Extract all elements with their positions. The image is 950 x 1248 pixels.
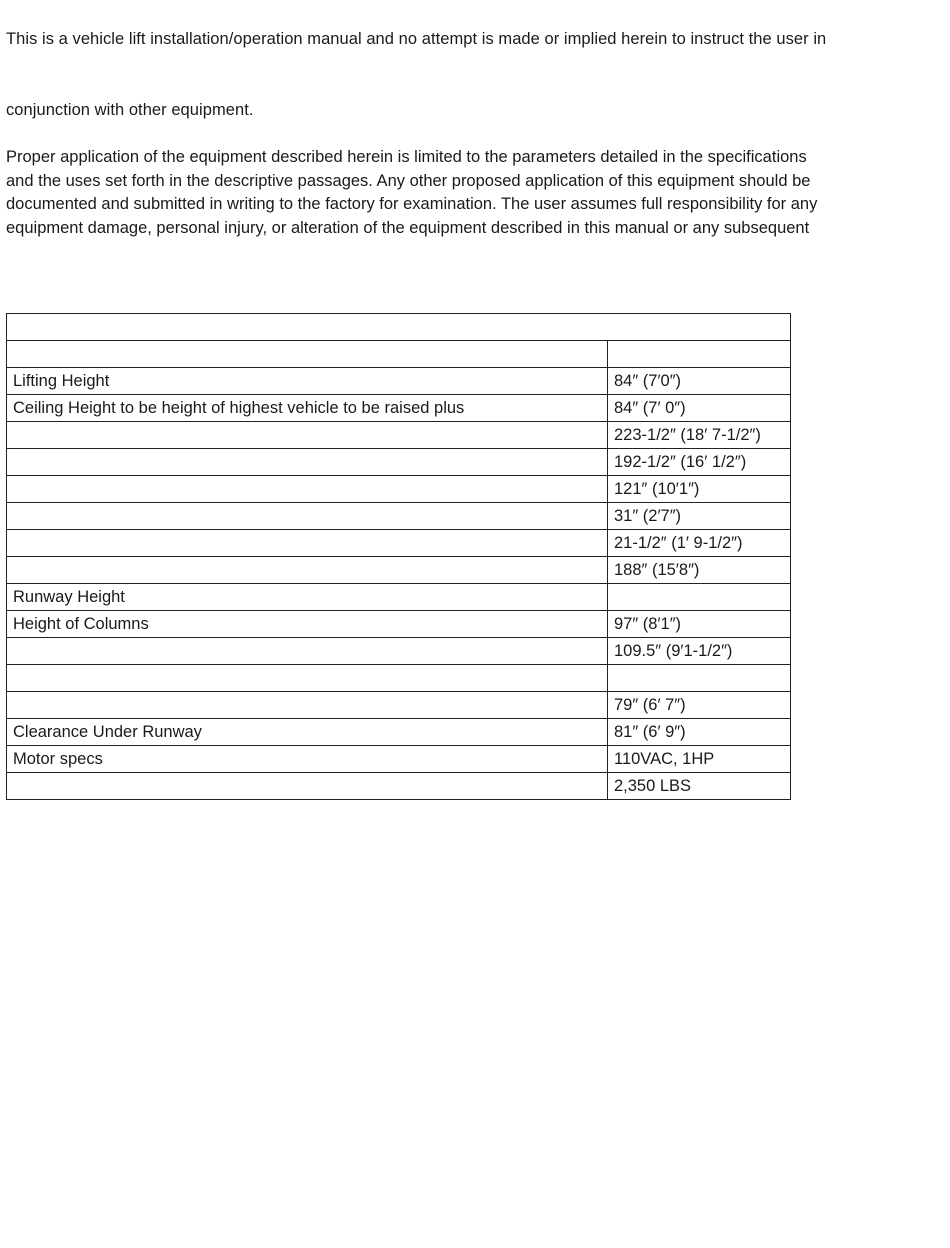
- spec-value: 31″ (2′7″): [608, 503, 791, 530]
- application-line: equipment damage, personal injury, or alteration of the equipment described in this manual or any subsequent: [6, 218, 810, 237]
- table-row: [7, 638, 791, 665]
- spec-value: 192-1/2″ (16′ 1/2″): [608, 449, 791, 476]
- application-line: Proper application of the equipment described herein is limited to the parameters detailed in the specifications: [6, 148, 807, 166]
- table-subheader-value: [608, 341, 791, 368]
- spec-value: 223-1/2″ (18′ 7-1/2″): [608, 422, 791, 449]
- spec-label: [7, 557, 608, 584]
- table-subheader-label: [7, 341, 608, 368]
- table-row: [7, 692, 791, 719]
- spec-value: 84″ (7′ 0″): [608, 395, 791, 422]
- spec-label: [7, 665, 608, 692]
- spec-label: Height of Columns: [7, 611, 608, 638]
- table-row: [7, 368, 791, 395]
- spec-label: [7, 449, 608, 476]
- application-line: documented and submitted in writing to the factory for examination. The user assumes full responsibility for any: [6, 195, 818, 213]
- spec-value: 188″ (15′8″): [608, 557, 791, 584]
- application-line: and the uses set forth in the descriptive passages. Any other proposed application of this equipment should be: [6, 171, 811, 190]
- spec-value: 110VAC, 1HP: [608, 746, 791, 773]
- spec-label: [7, 692, 608, 719]
- table-row: [7, 557, 791, 584]
- spec-value: 2,350 LBS: [608, 773, 791, 800]
- table-row: [7, 773, 791, 800]
- spec-value: [608, 665, 791, 692]
- spec-label: [7, 476, 608, 503]
- spec-label: [7, 530, 608, 557]
- table-row: [7, 746, 791, 773]
- table-row: [7, 503, 791, 530]
- table-row: [7, 584, 791, 611]
- table-row: [7, 611, 791, 638]
- specifications-table: [6, 313, 791, 800]
- spec-label: [7, 503, 608, 530]
- spec-value: 81″ (6′ 9″): [608, 719, 791, 746]
- intro-line-2: conjunction with other equipment.: [6, 101, 254, 119]
- spec-label: Motor specs: [7, 746, 608, 773]
- table-row: [7, 719, 791, 746]
- table-row: [7, 530, 791, 557]
- table-header-cell: [608, 314, 791, 341]
- table-row: [7, 422, 791, 449]
- spec-label: [7, 422, 608, 449]
- intro-line-1: This is a vehicle lift installation/operation manual and no attempt is made or implied herein to instruct the user in: [6, 30, 827, 48]
- table-row: [7, 476, 791, 503]
- spec-label: Clearance Under Runway: [7, 719, 608, 746]
- spec-label: Lifting Height: [7, 368, 608, 395]
- spec-value: 121″ (10′1″): [608, 476, 791, 503]
- spec-value: [608, 584, 791, 611]
- application-paragraph: [6, 146, 946, 240]
- spec-label: [7, 773, 608, 800]
- table-header-row: [7, 314, 791, 341]
- spec-value: 79″ (6′ 7″): [608, 692, 791, 719]
- table-row: [7, 395, 791, 422]
- spec-label: Runway Height: [7, 584, 608, 611]
- spec-label: [7, 638, 608, 665]
- table-row: [7, 449, 791, 476]
- table-subheader-row: [7, 341, 791, 368]
- spec-value: 97″ (8′1″): [608, 611, 791, 638]
- table-header-cell: [7, 314, 608, 341]
- spec-value: 21-1/2″ (1′ 9-1/2″): [608, 530, 791, 557]
- spec-value: 109.5″ (9′1-1/2″): [608, 638, 791, 665]
- spec-value: 84″ (7′0″): [608, 368, 791, 395]
- table-row: [7, 665, 791, 692]
- spec-label: Ceiling Height to be height of highest vehicle to be raised plus: [7, 395, 608, 422]
